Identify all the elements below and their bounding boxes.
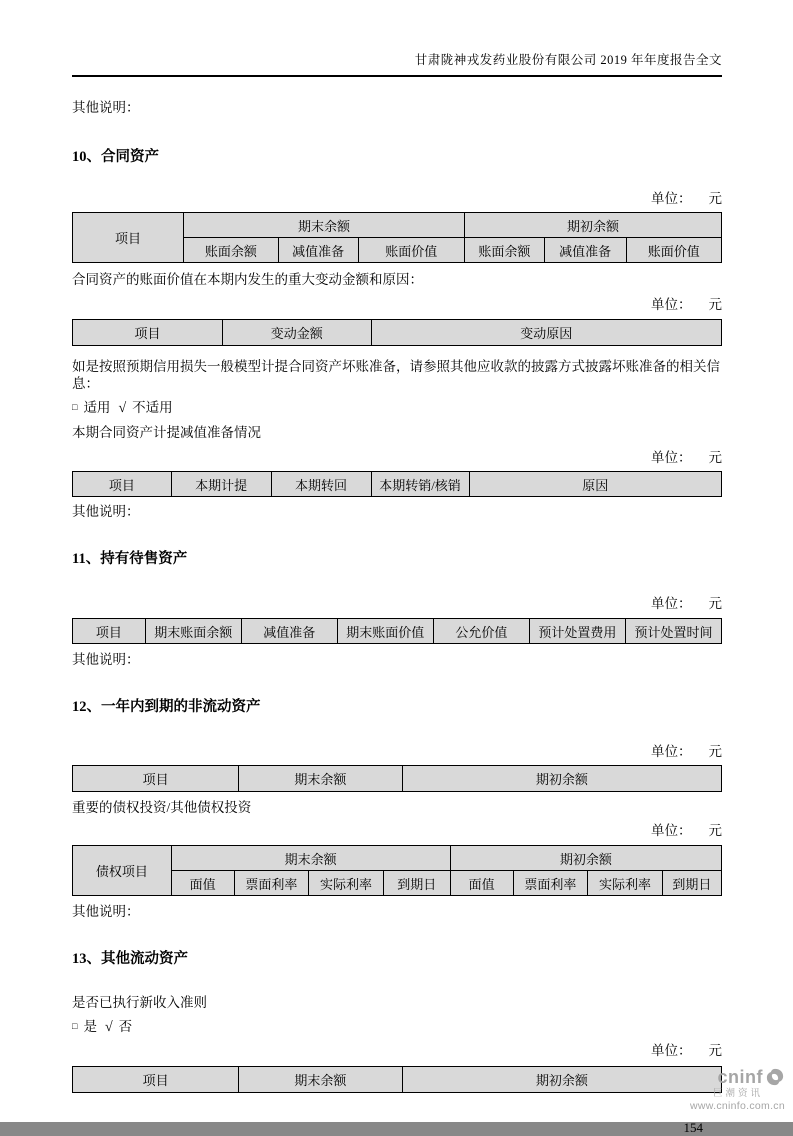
- unit-value: 元: [708, 823, 722, 838]
- column-header: 预计处置时间: [625, 619, 721, 644]
- column-header: 票面利率: [234, 871, 309, 896]
- column-header: 项目: [73, 766, 239, 792]
- contract-assets-table: [72, 212, 722, 263]
- column-header: 减值准备: [544, 238, 626, 263]
- no-label: 否: [118, 1019, 133, 1034]
- column-header: 面值: [171, 871, 234, 896]
- doc-header-title: 甘肃陇神戎发药业股份有限公司 2019 年年度报告全文: [414, 53, 722, 67]
- doc-header: [72, 0, 722, 77]
- section-heading-11: 11、持有待售资产: [72, 551, 188, 567]
- unit-label: 单位：: [651, 450, 692, 465]
- ecl-disclosure-text: 如是按照预期信用损失一般模型计提合同资产坏账准备，请参照其他应收款的披露方式披露坏账准备的相关信息：: [72, 359, 720, 391]
- column-header: 期末账面余额: [145, 619, 241, 644]
- column-header: 公允价值: [433, 619, 529, 644]
- column-header: 期末余额: [239, 1067, 403, 1093]
- unit-line: [72, 191, 722, 206]
- column-header: 账面余额: [464, 238, 544, 263]
- column-header: 项目: [73, 320, 223, 346]
- column-header: 实际利率: [588, 871, 663, 896]
- applicable-label: 适用: [83, 400, 111, 415]
- checkbox-icon: □: [72, 402, 78, 412]
- page-number: 154: [683, 1120, 703, 1135]
- unit-line: [72, 744, 722, 759]
- applicable-check-line: [72, 399, 722, 417]
- column-group-begin-balance: 期初余额: [450, 846, 721, 871]
- column-header-project: 项目: [73, 213, 184, 263]
- column-header: 期初余额: [402, 766, 721, 792]
- column-header: 账面余额: [183, 238, 278, 263]
- unit-line: [72, 1043, 722, 1058]
- column-header-debt-project: 债权项目: [73, 846, 172, 896]
- column-group-begin-balance: 期初余额: [464, 213, 721, 238]
- unit-label: 单位：: [651, 596, 692, 611]
- section-heading-13: 13、其他流动资产: [72, 951, 188, 967]
- unit-line: [72, 823, 722, 838]
- column-header: 本期转销/核销: [371, 472, 469, 497]
- unit-label: 单位：: [651, 191, 692, 206]
- other-notes-text: 其他说明：: [72, 504, 140, 519]
- other-current-assets-table: [72, 1066, 722, 1093]
- column-header: 预计处置费用: [529, 619, 625, 644]
- other-notes-text: 其他说明：: [72, 652, 140, 667]
- yes-label: 是: [83, 1019, 97, 1034]
- other-notes-text: 其他说明：: [72, 100, 140, 115]
- column-header: 账面价值: [626, 238, 721, 263]
- column-header: 实际利率: [309, 871, 384, 896]
- column-header: 项目: [73, 1067, 239, 1093]
- column-header: 面值: [450, 871, 513, 896]
- cninfo-watermark: [690, 1067, 785, 1111]
- change-reason-text: 合同资产的账面价值在本期内发生的重大变动金额和原因：: [72, 272, 423, 287]
- debt-investment-table: [72, 845, 722, 896]
- other-notes-text: 其他说明：: [72, 904, 140, 919]
- cninfo-swirl-icon: [765, 1067, 785, 1087]
- checkbox-icon: □: [72, 1021, 78, 1031]
- column-header: 原因: [469, 472, 722, 497]
- column-header: 期末账面价值: [337, 619, 433, 644]
- impairment-table: [72, 471, 722, 497]
- column-header: 账面价值: [358, 238, 464, 263]
- column-header: 期末余额: [239, 766, 403, 792]
- column-header: 期初余额: [402, 1067, 721, 1093]
- unit-value: 元: [708, 596, 722, 611]
- unit-value: 元: [708, 450, 722, 465]
- unit-value: 元: [708, 191, 722, 206]
- column-header: 到期日: [383, 871, 450, 896]
- unit-label: 单位：: [651, 1043, 692, 1058]
- unit-label: 单位：: [651, 823, 692, 838]
- column-header: 减值准备: [241, 619, 337, 644]
- column-group-end-balance: 期末余额: [171, 846, 450, 871]
- section-heading-10: 10、合同资产: [72, 149, 159, 165]
- unit-value: 元: [708, 1043, 722, 1058]
- cninfo-url-text: www.cninfo.com.cn: [690, 1099, 785, 1112]
- column-header: 减值准备: [278, 238, 358, 263]
- column-header: 项目: [73, 619, 146, 644]
- non-current-due-table: [72, 765, 722, 792]
- cninfo-name-text: 巨潮资讯: [712, 1088, 763, 1099]
- revenue-standard-text: 是否已执行新收入准则: [72, 995, 207, 1010]
- column-header: 票面利率: [513, 871, 588, 896]
- column-header: 本期转回: [271, 472, 371, 497]
- not-applicable-label: 不适用: [132, 400, 173, 415]
- section-heading-12: 12、一年内到期的非流动资产: [72, 699, 261, 715]
- unit-value: 元: [708, 297, 722, 312]
- unit-line: [72, 450, 722, 465]
- impairment-text: 本期合同资产计提减值准备情况: [72, 425, 261, 440]
- column-header: 本期计提: [171, 472, 271, 497]
- column-header: 项目: [73, 472, 172, 497]
- unit-value: 元: [708, 744, 722, 759]
- column-header: 变动金额: [222, 320, 371, 346]
- unit-line: [72, 596, 722, 611]
- check-icon: √: [104, 1020, 113, 1035]
- check-icon: √: [118, 401, 127, 416]
- debt-investment-text: 重要的债权投资/其他债权投资: [72, 800, 252, 815]
- yes-no-check-line: [72, 1018, 722, 1036]
- unit-line: [72, 297, 722, 312]
- held-for-sale-table: [72, 618, 722, 644]
- column-group-end-balance: 期末余额: [183, 213, 464, 238]
- unit-label: 单位：: [651, 744, 692, 759]
- column-header: 变动原因: [371, 320, 721, 346]
- changes-table: [72, 319, 722, 346]
- cninfo-brand-text: cninf: [717, 1067, 763, 1087]
- unit-label: 单位：: [651, 297, 692, 312]
- column-header: 到期日: [662, 871, 721, 896]
